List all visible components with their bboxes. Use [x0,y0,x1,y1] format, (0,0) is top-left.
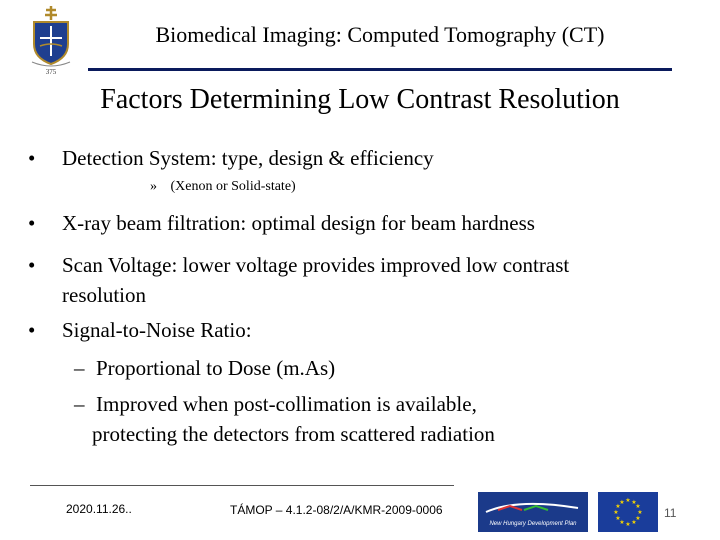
nhdp-logo-text: New Hungary Development Plan [489,521,577,527]
bullet-marker: • [28,211,36,235]
dash-marker: – [74,356,85,380]
svg-text:★: ★ [615,503,621,510]
svg-text:★: ★ [631,499,637,506]
dash-text-line1: Improved when post-collimation is available, [96,392,477,416]
page-number: 11 [664,506,677,520]
university-crest-logo [26,4,76,76]
header-divider [88,68,672,71]
new-hungary-development-plan-logo [478,492,588,532]
footer-divider [30,485,454,486]
svg-text:★: ★ [625,521,631,528]
footer-date: 2020.11.26.. [66,502,132,516]
sub-bullet-marker: » [150,179,157,194]
bullet-marker: • [28,253,36,277]
dash-item-dose [74,353,336,383]
svg-text:★: ★ [631,519,637,526]
bullet-marker: • [28,318,36,342]
bullet-text: X-ray beam filtration: optimal design for beam hardness [62,211,535,235]
bullet-marker: • [28,146,36,170]
dash-item-post-collimation [74,389,634,449]
footer-project-code: TÁMOP – 4.1.2-08/2/A/KMR-2009-0006 [230,503,443,517]
dash-text-line2: protecting the detectors from scattered radiation [92,422,495,446]
dash-marker: – [74,392,85,416]
bullet-text: Signal-to-Noise Ratio: [62,318,252,342]
svg-text:★: ★ [619,519,625,526]
bullet-text-line2: resolution [62,283,146,307]
svg-text:★: ★ [637,509,643,516]
svg-text:★: ★ [615,515,621,522]
svg-text:★: ★ [625,497,631,504]
slide-title: Factors Determining Low Contrast Resolution [100,84,620,115]
svg-text:★: ★ [635,503,641,510]
svg-text:★: ★ [635,515,641,522]
header-title: Biomedical Imaging: Computed Tomography (CT) [155,22,605,47]
svg-text:★: ★ [619,499,625,506]
crest-year-text: 375 [45,68,57,76]
bullet-scan-voltage [28,250,688,310]
eu-flag-icon [598,492,658,532]
sub-bullet-xenon [150,179,296,195]
bullet-text-line1: Scan Voltage: lower voltage provides improved low contrast [62,253,570,277]
svg-text:★: ★ [613,509,619,516]
bullet-text: Detection System: type, design & efficiency [62,146,434,170]
sub-bullet-text: (Xenon or Solid-state) [170,179,296,194]
dash-text: Proportional to Dose (m.As) [96,356,336,380]
